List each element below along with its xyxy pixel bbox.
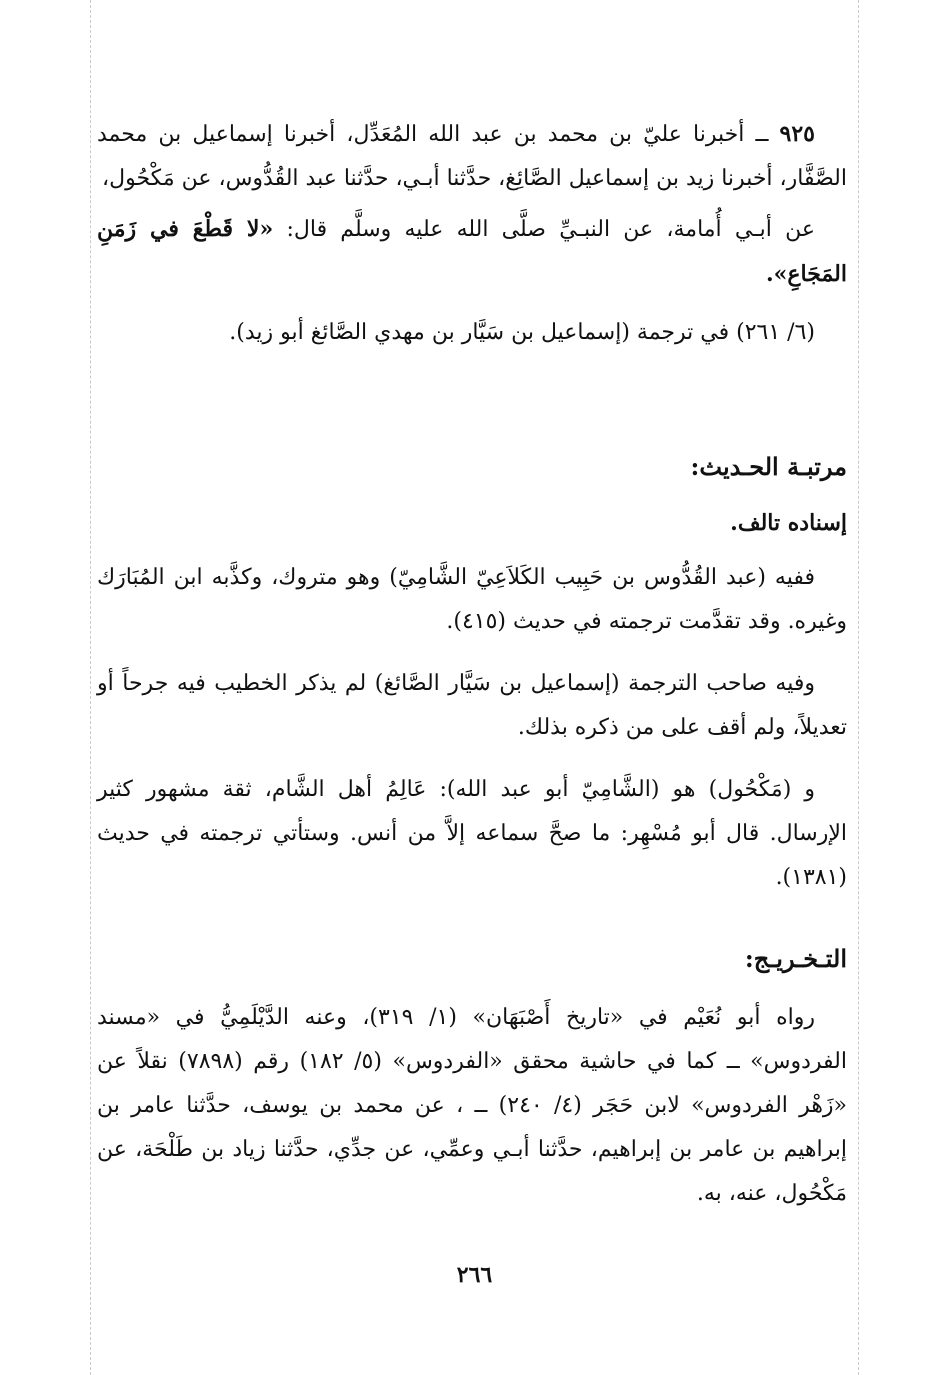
grading-block xyxy=(97,556,847,900)
matn-text: «لا قَطْعَ في زَمَنِ المَجَاعِ». xyxy=(97,216,847,287)
page-number: ٢٦٦ xyxy=(456,1262,493,1288)
takhrij-block xyxy=(97,996,847,1216)
grading-heading: مرتبـة الحـديث: xyxy=(690,452,847,481)
page-margin-guide-left xyxy=(90,0,91,1375)
sanad-text: ــ أخبرنا عليّ بن محمد بن عبد الله المُعَدِّل، أخبرنا إسماعيل بن محمد الصَّفَّار، أخبرنا زيد بن إسماعيل الصَّائِغ، حدَّثنا أبـي، حدَّثنا عبد القُدُّوس، عن مَكْحُول، xyxy=(97,122,847,191)
grading-paragraph: و (مَكْحُول) هو (الشَّامِيّ أبو عبد الله): عَالِمُ أهل الشَّام، ثقة مشهور كثير الإرسال. قال أبو مُسْهِر: ما صحَّ سماعه إلاَّ من أنس. وستأتي ترجمته في حديث (١٣٨١). xyxy=(97,777,847,890)
grading-verdict: إسناده تالف. xyxy=(730,510,847,536)
hadith-sanad xyxy=(97,112,847,201)
matn-intro: عن أبـي أُمامة، عن النبـيِّ صلَّى الله عليه وسلَّم قال: xyxy=(286,217,815,242)
hadith-block xyxy=(97,112,847,355)
takhrij-paragraph: رواه أبو نُعَيْم في «تاريخ أَصْبَهَان» (١/ ٣١٩)، وعنه الدَّيْلَمِيُّ في «مسند الفردوس» ــ كما في حاشية محقق «الفردوس» (٥/ ١٨٢) رقم (٧٨٩٨) نقلاً عن «زَهْر الفردوس» لابن حَجَر (٤/ ٢٤٠) ــ ، عن محمد بن يوسف، حدَّثنا عامر بن إبراهيم بن عامر بن إبراهيم، حدَّثنا أبـي وعمِّي، عن جدِّي، حدَّثنا زياد بن طَلْحَة، عن مَكْحُول، عنه، به. xyxy=(97,1005,848,1206)
grading-paragraph: ففيه (عبد القُدُّوس بن حَبِيب الكَلاَعِيّ الشَّامِيّ) وهو متروك، وكذَّبه ابن المُبَارَك وغيره. وقد تقدَّمت ترجمته في حديث (٤١٥). xyxy=(97,565,847,634)
grading-paragraph: وفيه صاحب الترجمة (إسماعيل بن سَيَّار الصَّائغ) لم يذكر الخطيب فيه جرحاً أو تعديلاً، ولم أقف على من ذكره بذلك. xyxy=(97,671,847,740)
source-note: (٦/ ٢٦١) في ترجمة (إسماعيل بن سَيَّار بن مهدي الصَّائغ أبو زيد). xyxy=(229,320,815,345)
takhrij-heading: التـخـريـج: xyxy=(744,944,847,973)
hadith-number: ٩٢٥ xyxy=(779,121,815,147)
hadith-matn xyxy=(97,207,847,297)
page-margin-guide-right xyxy=(858,0,859,1375)
